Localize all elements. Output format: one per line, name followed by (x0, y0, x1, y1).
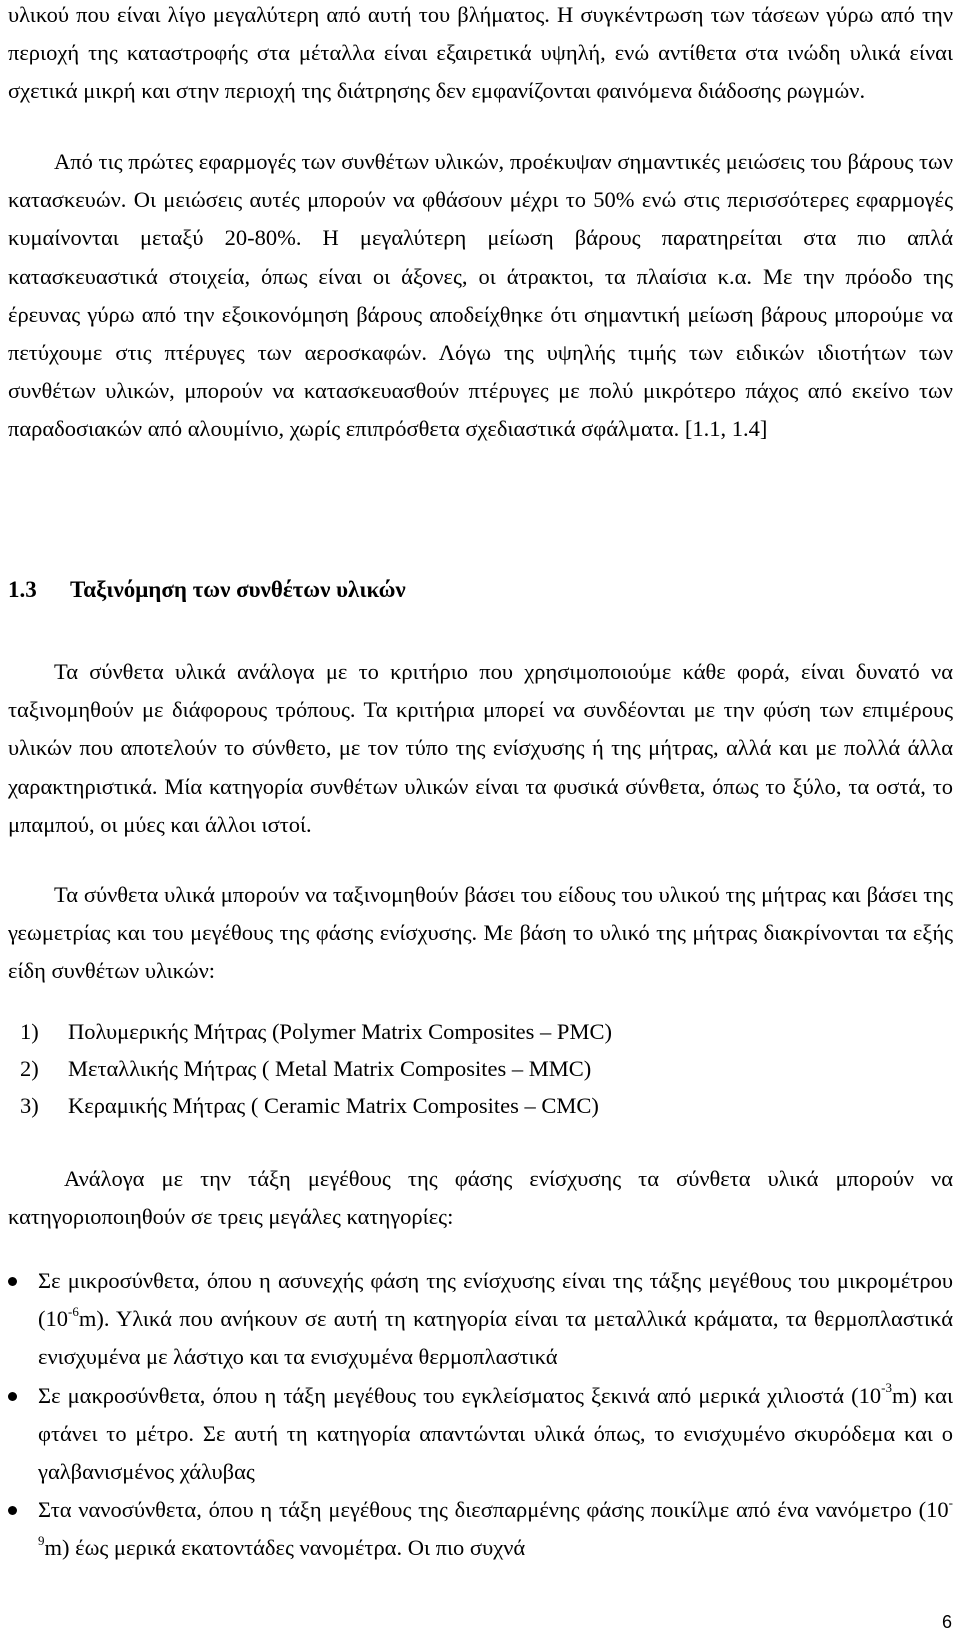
exponent: -6 (68, 1303, 79, 1319)
exponent: -9 (38, 1494, 953, 1548)
section-number: 1.3 (8, 577, 37, 602)
exponent: -3 (881, 1380, 892, 1396)
list-item-text: Κεραμικής Μήτρας ( Ceramic Matrix Composites – CMC) (68, 1093, 599, 1118)
bullet-text: Στα νανοσύνθετα, όπου η τάξη μεγέθους της διεσπαρμένης φάσης ποικίλμε από ένα νανόμετρο (10 (38, 1497, 949, 1523)
section-heading (8, 575, 406, 605)
section-title: Ταξινόμηση των συνθέτων υλικών (70, 577, 406, 602)
list-item-number: 2) (20, 1056, 39, 1081)
bullet-item-microcomposites (8, 1262, 953, 1377)
paragraph-weight-reduction: Από τις πρώτες εφαρμογές των συνθέτων υλικών, προέκυψαν σημαντικές μειώσεις του βάρους των κατασκευών. Οι μειώσεις αυτές μπορούν να φθάσουν μέχρι το 50% ενώ στις περισσότερες εφαρμογές κυμαίνονται μεταξύ 20-80%. Η μεγαλύτερη μείωση βάρους παρατηρείται στα πιο απλά κατασκευαστικά στοιχεία, όπως είναι οι άξονες, οι άτρακτοι, τα πλαίσια κ.α. Με την πρόοδο της έρευνας γύρω από την εξοικονόμηση βάρους αποδείχθηκε ότι σημαντική μείωση βάρους μπορούμε να πετύχουμε στις πτέρυγες των αεροσκαφών. Λόγω της υψηλής τιμής των ειδικών ιδιοτήτων των συνθέτων υλικών, μπορούν να κατασκευασθούν πτέρυγες με πολύ μικρότερο πάχος από εκείνο των παραδοσιακών από αλουμίνιο, χωρίς επιπρόσθετα σχεδιαστικά σφάλματα. [1.1, 1.4] (8, 149, 953, 442)
bullet-text: Σε μικροσύνθετα, όπου η ασυνεχής φάση της ενίσχυσης είναι της τάξης μεγέθους του μικρομέτρου (10 (38, 1268, 953, 1332)
bullet-icon (8, 1392, 17, 1401)
list-item-number: 3) (20, 1093, 39, 1118)
list-item-text: Μεταλλικής Μήτρας ( Metal Matrix Composites – MMC) (68, 1056, 592, 1081)
bullet-icon (8, 1506, 17, 1515)
list-item (20, 1087, 612, 1124)
page-number: 6 (941, 1612, 952, 1632)
paragraph-size-classification: Ανάλογα με την τάξη μεγέθους της φάσης ενίσχυσης τα σύνθετα υλικά μπορούν να κατηγοριοποιηθούν σε τρεις μεγάλες κατηγορίες: (8, 1166, 953, 1230)
list-item-number: 1) (20, 1019, 39, 1044)
list-item (20, 1050, 612, 1087)
bullet-text: Σε μακροσύνθετα, όπου η τάξη μεγέθους του εγκλείσματος ξεκινά από μερικά χιλιοστά (10 (38, 1382, 882, 1408)
matrix-type-list (20, 1013, 612, 1124)
size-category-list (8, 1262, 953, 1568)
paragraph-matrix-classification: Τα σύνθετα υλικά μπορούν να ταξινομηθούν βάσει του είδους του υλικού της μήτρας και βάσει της γεωμετρίας και του μεγέθους της φάσης ενίσχυσης. Με βάση το υλικό της μήτρας διακρίνονται τα εξής είδη συνθέτων υλικών: (8, 882, 953, 984)
paragraph-impact-behavior: υλικού που είναι λίγο μεγαλύτερη από αυτή του βλήματος. Η συγκέντρωση των τάσεων γύρω από την περιοχή της καταστροφής στα μέταλλα είναι εξαιρετικά υψηλή, ενώ αντίθετα στα ινώδη υλικά είναι σχετικά μικρή και στην περιοχή της διάτρησης δεν εμφανίζονται φαινόμενα διάδοσης ρωγμών. (8, 2, 953, 104)
bullet-item-macrocomposites (8, 1377, 953, 1492)
bullet-item-nanocomposites (8, 1491, 953, 1567)
bullet-text: m). Υλικά που ανήκουν σε αυτή τη κατηγορία είναι τα μεταλλικά κράματα, τα θερμοπλαστικά ενισχυμένα με λάστιχο και τα ενισχυμένα θερμοπλαστικά (38, 1306, 953, 1370)
bullet-text: m) και φτάνει το μέτρο. Σε αυτή τη κατηγορία απαντώνται υλικά όπως, το ενισχυμένο σκυρόδεμα και ο γαλβανισμένος χάλυβας (38, 1382, 953, 1485)
list-item-text: Πολυμερικής Μήτρας (Polymer Matrix Composites – PMC) (68, 1019, 612, 1044)
list-item (20, 1013, 612, 1050)
paragraph-classification-intro: Τα σύνθετα υλικά ανάλογα με το κριτήριο που χρησιμοποιούμε κάθε φορά, είναι δυνατό να ταξινομηθούν με διάφορους τρόπους. Τα κριτήρια μπορεί να συνδέονται με την φύση των επιμέρους υλικών που αποτελούν το σύνθετο, με τον τύπο της ενίσχυσης ή της μήτρας, αλλά και με πολλά άλλα χαρακτηριστικά. Μία κατηγορία συνθέτων υλικών είναι τα φυσικά σύνθετα, όπως το ξύλο, τα οστά, το μπαμπού, οι μύες και άλλοι ιστοί. (8, 659, 953, 837)
bullet-icon (8, 1277, 17, 1286)
bullet-text: m) έως μερικά εκατοντάδες νανομέτρα. Οι πιο συχνά (44, 1535, 526, 1561)
